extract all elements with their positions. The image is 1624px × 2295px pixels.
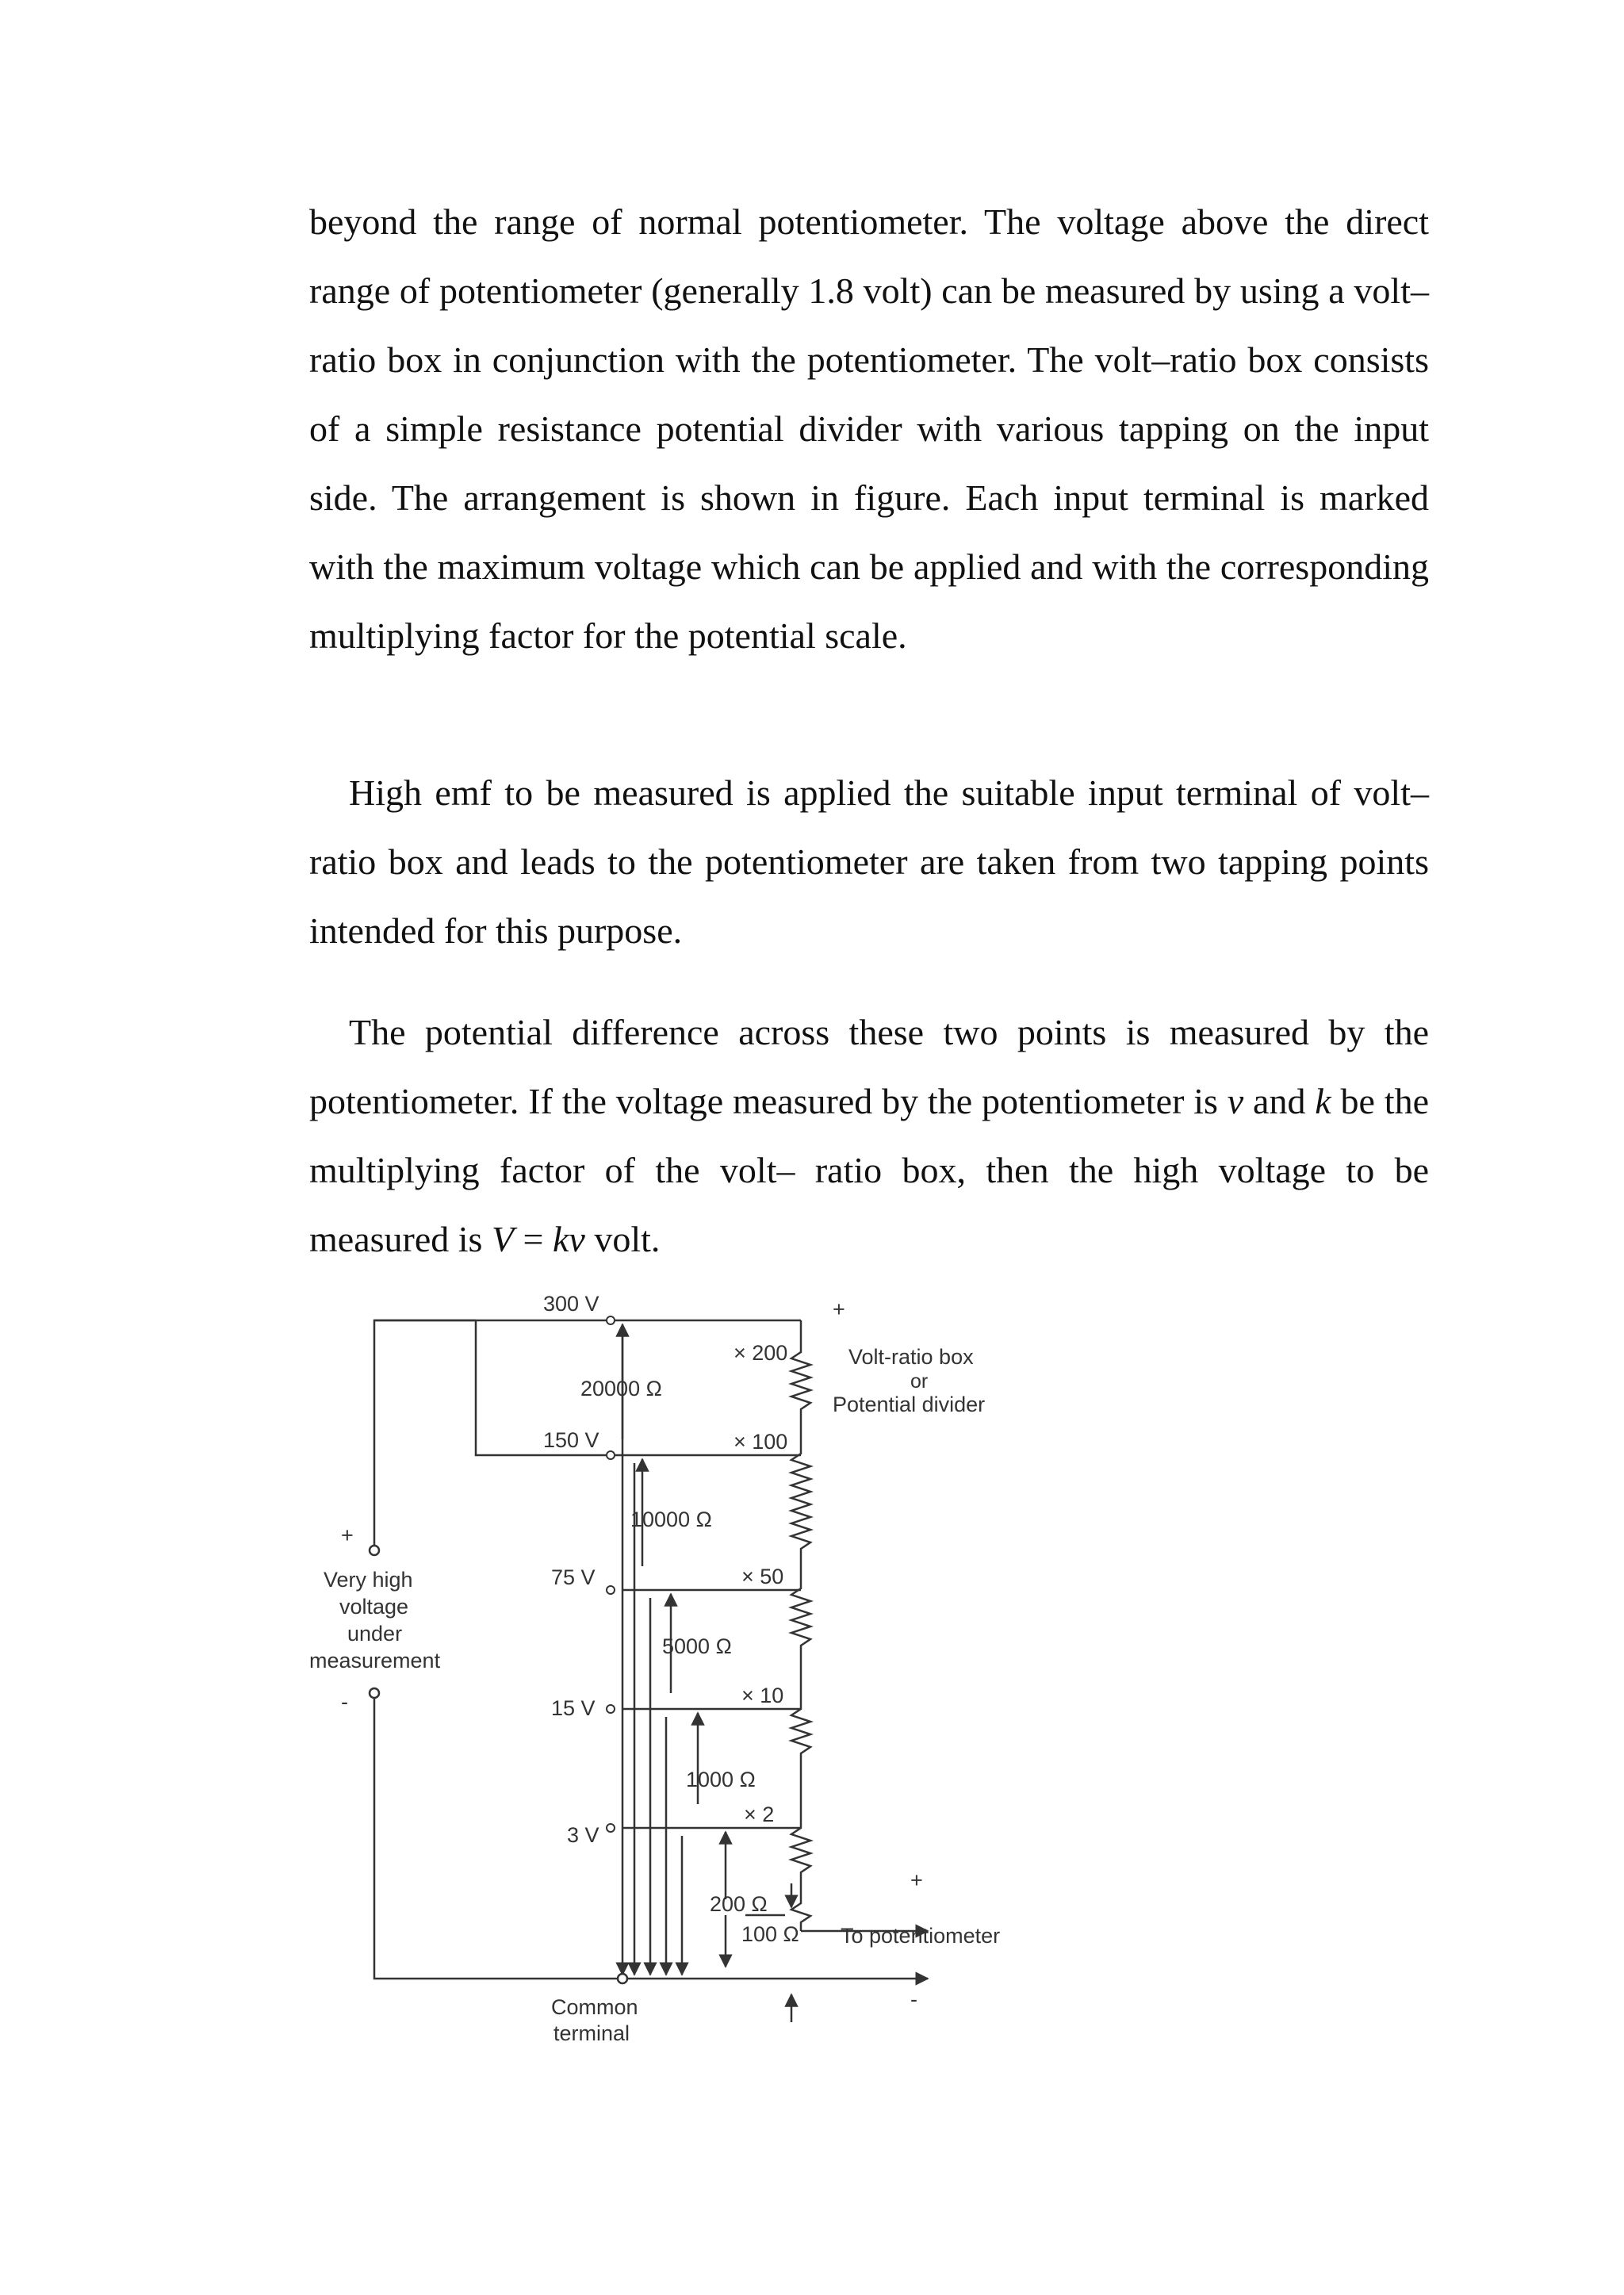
input-label-line1: Very high — [324, 1568, 413, 1592]
var-V: V — [491, 1219, 515, 1259]
tap-label-3v: 3 V — [567, 1823, 599, 1847]
factor-10: × 10 — [741, 1684, 784, 1707]
factor-100: × 100 — [733, 1430, 788, 1454]
resistor-label-20000: 20000 Ω — [580, 1377, 662, 1400]
input-label-line3: under — [347, 1622, 403, 1646]
box-label-line1: Volt-ratio box — [848, 1345, 974, 1369]
resistor-label-100: 100 Ω — [741, 1922, 799, 1946]
resistor-label-10000: 10000 Ω — [630, 1508, 712, 1531]
pot-plus-sign: + — [910, 1868, 923, 1892]
resistor-label-1000: 1000 Ω — [686, 1768, 756, 1791]
input-plus-sign: + — [341, 1523, 354, 1547]
input-label-line4: measurement — [309, 1649, 441, 1672]
to-potentiometer-label: To potentiometer — [841, 1924, 1001, 1948]
var-k: k — [1315, 1081, 1331, 1121]
paragraph-2 — [309, 758, 1429, 965]
box-label-line3: Potential divider — [833, 1393, 986, 1416]
paragraph-2-text: High emf to be measured is applied the suitable input terminal of volt–ratio box and leads to the potentiometer are taken from two tapping points intended for this purpose. — [309, 772, 1429, 951]
pot-minus-sign: - — [910, 1987, 917, 2011]
circuit-diagram — [293, 1281, 1047, 2042]
factor-50: × 50 — [741, 1565, 784, 1588]
common-label-line2: terminal — [553, 2021, 630, 2042]
input-minus-sign: - — [341, 1690, 348, 1714]
common-label-line1: Common — [551, 1995, 638, 2019]
paragraph-3: The potential difference across these two points is measured by the potentiometer. If the voltage measured by the potentiometer is v and k be the multiplying factor of the volt– ratio box, then the high voltage to be measured is V = kv volt. — [309, 1012, 1430, 1259]
paragraph-1-text: beyond the range of normal potentiometer. The voltage above the direct range of potentiometer (generally 1.8 volt) can be measured by using a volt–ratio box in conjunction with the potentiometer. The volt–ratio box consists of a simple resistance potential divider with various tapping on the input side. The arrangement is shown in figure. Each input terminal is marked with the maximum voltage which can be applied and with the corresponding multiplying factor for the potential scale. — [309, 201, 1429, 656]
common-terminal — [618, 1974, 627, 1983]
resistor-label-200: 200 Ω — [710, 1892, 768, 1916]
tap-label-150v: 150 V — [543, 1428, 599, 1452]
factor-2: × 2 — [744, 1803, 775, 1826]
input-label-line2: voltage — [339, 1595, 409, 1619]
box-label-line2: or — [910, 1370, 929, 1393]
volt-ratio-box-figure — [293, 1281, 1047, 2042]
tap-label-75v: 75 V — [551, 1565, 596, 1589]
box-plus-sign: + — [833, 1297, 845, 1321]
input-plus-terminal — [370, 1546, 379, 1555]
tap-label-300v: 300 V — [543, 1292, 599, 1316]
factor-200: × 200 — [733, 1341, 788, 1365]
input-minus-terminal — [370, 1688, 379, 1698]
tap-label-15v: 15 V — [551, 1696, 596, 1720]
var-kv: kv — [553, 1219, 585, 1259]
var-v: v — [1227, 1081, 1244, 1121]
resistor-label-5000: 5000 Ω — [662, 1634, 732, 1658]
resistor-chain — [791, 1320, 810, 1931]
paragraph-3-text-a: The potential difference across these two points is measured by the potentiometer. If the voltage measured by the potentiometer is — [309, 1012, 1429, 1121]
input-plus-lead — [374, 1320, 428, 1550]
paragraph-1 — [309, 187, 1429, 670]
